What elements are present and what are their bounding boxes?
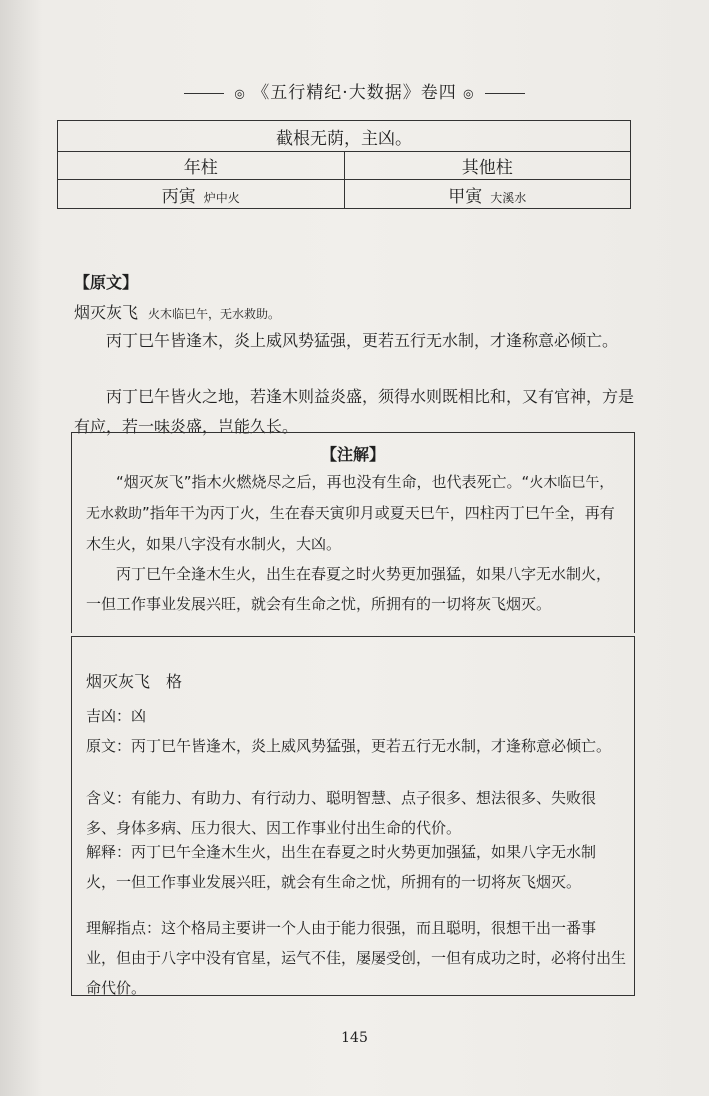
original-section-label: 【原文】 bbox=[74, 273, 139, 292]
table-cell-year bbox=[58, 180, 345, 209]
cell-main: 丙寅 bbox=[161, 186, 196, 207]
ornament-icon: ◎ bbox=[463, 86, 475, 101]
column-header-year: 年柱 bbox=[58, 152, 345, 180]
annotation-paragraph-1 bbox=[86, 467, 616, 559]
pattern-row-meaning bbox=[86, 783, 626, 843]
header-rule-left bbox=[184, 93, 224, 94]
row-label: 含义： bbox=[86, 789, 132, 807]
row-text: 这个格局主要讲一个人由于能力很强，而且聪明，很想干出一番事业，但由于八字中没有官星，运气不佳，屡屡受创，一但有成功之时，必将付出生命代价。 bbox=[86, 919, 627, 997]
annotation-text-b: ”指年干为丙丁火，生在春天寅卯月或夏天巳午，四柱丙丁巳午全，再有木生火，如果八字没有水制火，大凶。 bbox=[86, 504, 615, 553]
table-caption: 截根无荫，主凶。 bbox=[58, 121, 631, 152]
original-heading bbox=[74, 298, 634, 329]
pattern-title: 烟灭灰飞 格 bbox=[86, 672, 183, 691]
pattern-row-guidance bbox=[86, 913, 626, 1003]
pattern-row-original bbox=[86, 731, 626, 761]
cell-main: 甲寅 bbox=[448, 186, 483, 207]
pattern-box bbox=[71, 636, 635, 996]
cell-note: 大溪水 bbox=[490, 190, 527, 205]
pattern-row-fortune bbox=[86, 701, 626, 731]
header-rule-right bbox=[485, 93, 525, 94]
row-label: 解释： bbox=[86, 843, 132, 861]
row-label: 理解指点： bbox=[86, 919, 162, 937]
row-text: 丙丁巳午全逢木生火，出生在春夏之时火势更加强猛，如果八字无水制火，一但工作事业发展兴旺，就会有生命之忧，所拥有的一切将灰飞烟灭。 bbox=[86, 843, 597, 891]
page-number: 145 bbox=[341, 1030, 368, 1046]
row-label: 吉凶： bbox=[86, 707, 132, 725]
row-text: 有能力、有助力、有行动力、聪明智慧、点子很多、想法很多、失败很多、身体多病、压力很大、因工作事业付出生命的代价。 bbox=[86, 789, 597, 837]
row-label: 原文： bbox=[86, 737, 132, 755]
original-paragraph-1: 丙丁巳午皆逢木，炎上威风势猛强，更若五行无水制，才逢称意必倾亡。 bbox=[106, 331, 619, 350]
annotation-text-a: “烟灭灰飞”指木火燃烧尽之后，再也没有生命，也代表死亡。“ bbox=[116, 473, 530, 491]
pattern-row-explanation bbox=[86, 837, 626, 897]
ornament-icon: ◎ bbox=[234, 86, 246, 101]
annotation-paragraph-2: 丙丁巳午全逢木生火，出生在春夏之时火势更加强猛，如果八字无水制火，一但工作事业发展兴旺，就会有生命之忧，所拥有的一切将灰飞烟灭。 bbox=[86, 565, 612, 613]
heading-text: 烟灭灰飞 bbox=[74, 303, 139, 322]
annotation-title: 【注解】 bbox=[320, 445, 385, 464]
column-header-other: 其他柱 bbox=[344, 152, 631, 180]
row-text: 丙丁巳午皆逢木，炎上威风势猛强，更若五行无水制，才逢称意必倾亡。 bbox=[131, 737, 612, 755]
original-paragraph-2: 丙丁巳午皆火之地，若逢木则益炎盛，须得水则既相比和，又有官神，方是有应，若一味炎盛，岂能久长。 bbox=[74, 387, 635, 436]
annotation-box bbox=[71, 432, 635, 633]
cell-note: 炉中火 bbox=[203, 190, 240, 205]
table-cell-other bbox=[344, 180, 631, 209]
header-title: 《五行精纪·大数据》卷四 bbox=[252, 83, 457, 103]
row-text: 凶 bbox=[131, 707, 147, 725]
heading-note: 火木临巳午，无水救助。 bbox=[148, 307, 281, 321]
annotation-quote: 火木临巳午，无水救助 bbox=[86, 475, 614, 522]
running-header bbox=[0, 78, 709, 103]
pillar-table bbox=[57, 120, 631, 209]
